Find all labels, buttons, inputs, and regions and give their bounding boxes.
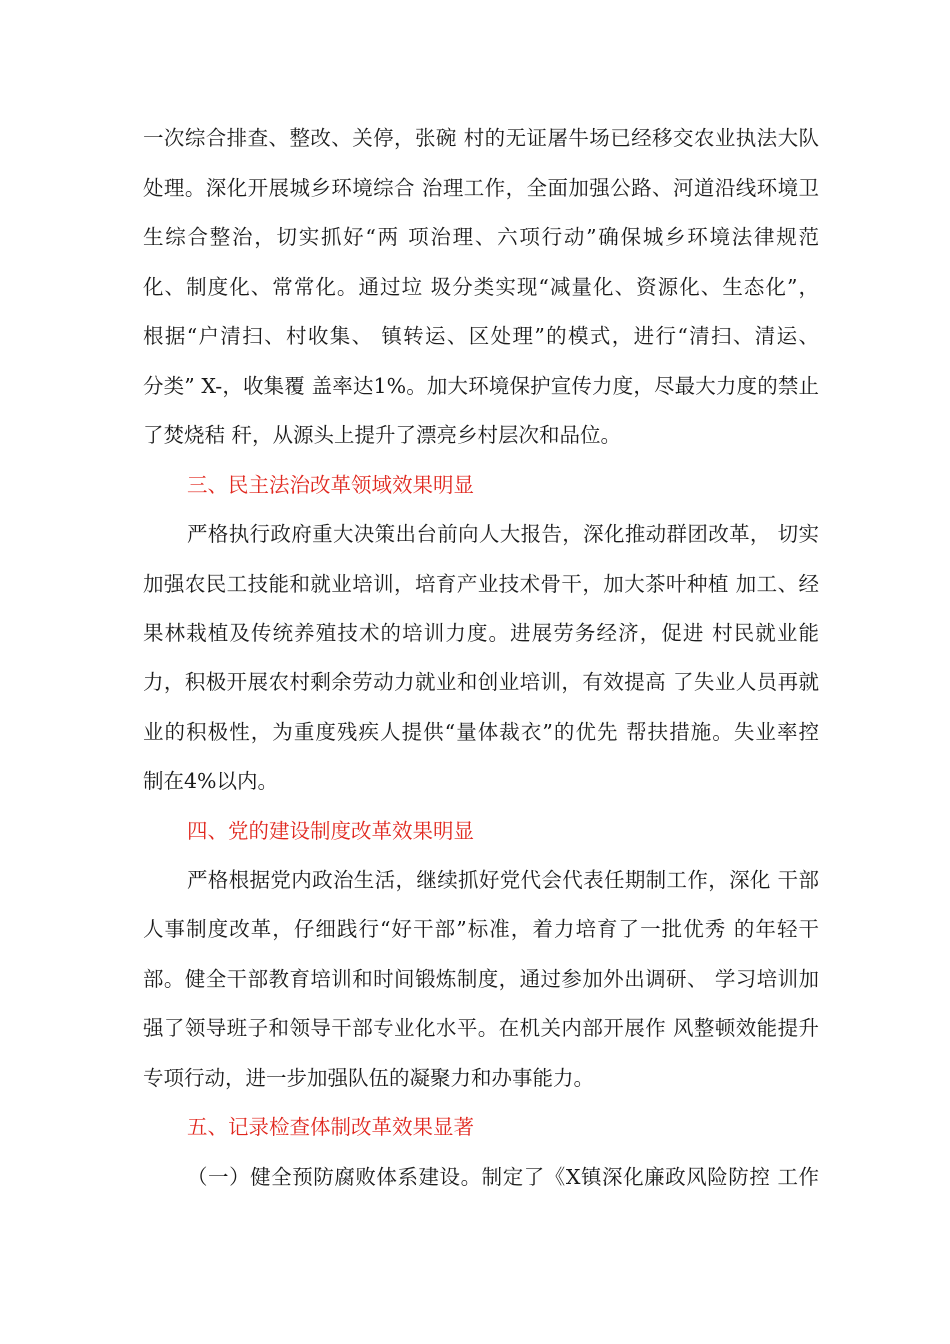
text-line: 人事制度改革，仔细践行“好干部”标准，着力培育了一批优秀 的年轻干 (143, 917, 819, 941)
text-line: 强了领导班子和领导干部专业化水平。在机关内部开展作 风整顿效能提升 (143, 1016, 819, 1040)
text-line: 严格执行政府重大决策出台前向人大报告，深化推动群团改革， 切实 (187, 522, 819, 546)
section-heading: 三、民主法治改革领域效果明显 (187, 473, 474, 497)
section-heading: 五、记录检查体制改革效果显著 (187, 1115, 474, 1139)
text-line: 根据“户清扫、村收集、 镇转运、区处理”的模式，进行“清扫、清运、 (143, 324, 819, 348)
text-line: 化、制度化、常常化。通过垃 圾分类实现“减量化、资源化、生态化”， (143, 275, 819, 299)
text-line: 力，积极开展农村剩余劳动力就业和创业培训，有效提高 了失业人员再就 (143, 670, 819, 694)
text-line: 业的积极性，为重度残疾人提供“量体裁衣”的优先 帮扶措施。失业率控 (143, 720, 819, 744)
text-line: 严格根据党内政治生活，继续抓好党代会代表任期制工作，深化 干部 (187, 868, 819, 892)
text-line: 处理。深化开展城乡环境综合 治理工作，全面加强公路、河道沿线环境卫 (143, 176, 819, 200)
text-line: 了焚烧秸 秆，从源头上提升了漂亮乡村层次和品位。 (143, 423, 622, 447)
section-heading: 四、党的建设制度改革效果明显 (187, 819, 474, 843)
text-line: 分类” X-，收集覆 盖率达1%。加大环境保护宣传力度，尽最大力度的禁止 (143, 374, 819, 398)
text-line: 一次综合排查、整改、关停，张碗 村的无证屠牛场已经移交农业执法大队 (143, 126, 819, 150)
text-line: 果林栽植及传统养殖技术的培训力度。进展劳务经济，促进 村民就业能 (143, 621, 819, 645)
text-line: （一）健全预防腐败体系建设。制定了《X镇深化廉政风险防控 工作 (187, 1165, 819, 1189)
text-line: 生综合整治，切实抓好“两 项治理、六项行动”确保城乡环境法律规范 (143, 225, 819, 249)
text-line: 制在4%以内。 (143, 769, 279, 793)
text-line: 加强农民工技能和就业培训，培育产业技术骨干，加大茶叶种植 加工、经 (143, 572, 819, 596)
text-line: 部。健全干部教育培训和时间锻炼制度，通过参加外出调研、 学习培训加 (143, 967, 819, 991)
text-line: 专项行动，进一步加强队伍的凝聚力和办事能力。 (143, 1066, 594, 1090)
